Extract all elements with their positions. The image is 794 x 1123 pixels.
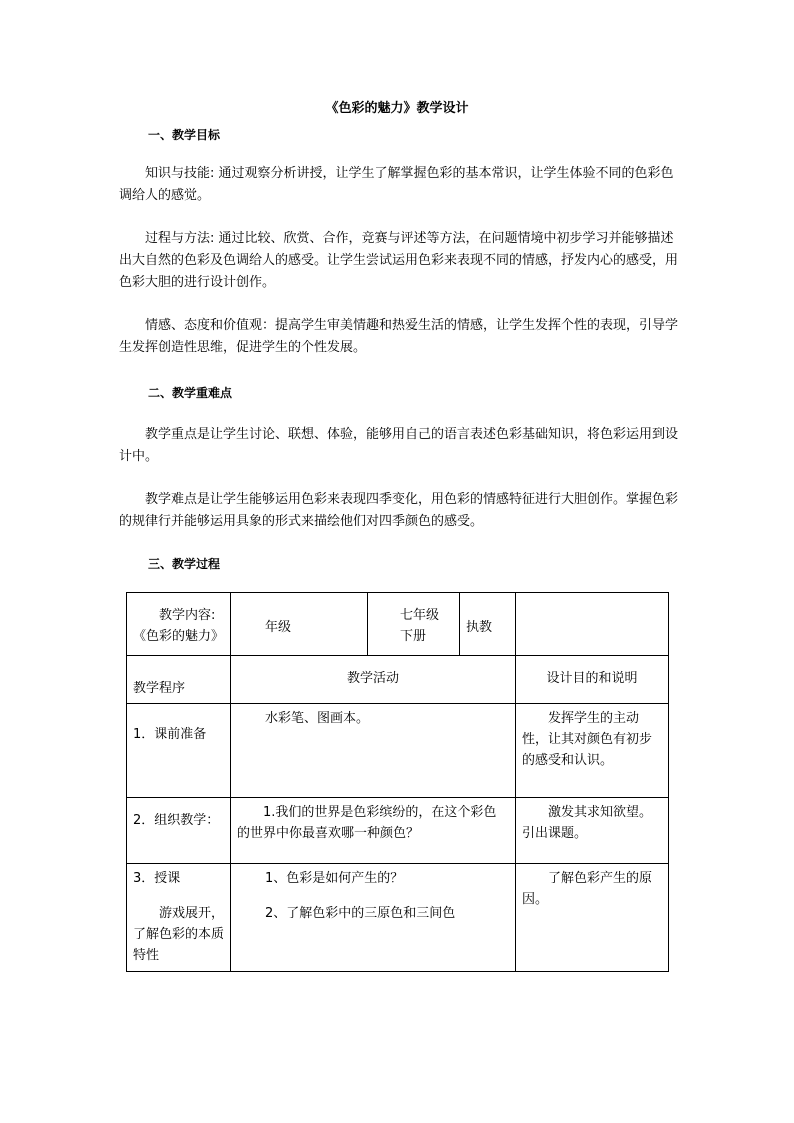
activity-text-2: 2、了解色彩中的三原色和三间色 <box>265 906 456 921</box>
objective-process <box>119 228 679 294</box>
purpose-cell <box>516 704 669 798</box>
objective-emotion <box>119 315 679 359</box>
purpose-text: 发挥学生的主动性，让其对颜色有初步的感受和认识。 <box>522 711 653 768</box>
activity-cell <box>231 704 516 798</box>
heading-key-points: 二、教学重难点 <box>148 386 233 400</box>
objective-process-text: 过程与方法: 通过比较、欣赏、合作，竞赛与评述等方法，在问题情境中初步学习并能够描述出大自然的色彩及色调给人的感受。让学生尝试运用色彩来表现不同的情感，抒发内心的感受，用色彩大胆的进行设计创作。 <box>119 231 679 290</box>
grade-value-2: 下册 <box>400 629 427 644</box>
objective-emotion-text: 情感、态度和价值观：提高学生审美情趣和热爱生活的情感，让学生发挥个性的表现，引导学生发挥创造性思维，促进学生的个性发展。 <box>119 318 679 355</box>
step-cell <box>127 864 231 972</box>
content-label: 教学内容: <box>159 608 216 623</box>
purpose-text: 激发其求知欲望。引出课题。 <box>522 805 653 841</box>
teacher-value <box>516 593 668 601</box>
step-label: 2．组织教学： <box>133 813 220 828</box>
purpose-cell <box>516 798 669 864</box>
key-point-text: 教学重点是让学生讨论、联想、体验，能够用自己的语言表述色彩基础知识，将色彩运用到设计中。 <box>119 427 679 464</box>
step-cell <box>127 798 231 864</box>
key-point <box>119 424 679 468</box>
objective-knowledge <box>119 163 679 207</box>
grade-label: 年级 <box>265 620 292 635</box>
activity-text: 水彩笔、图画本。 <box>265 711 370 726</box>
activity-header: 教学活动 <box>346 671 399 686</box>
content-value: 《色彩的魅力》 <box>133 629 225 644</box>
activity-text: 1.我们的世界是色彩缤纷的，在这个彩色的世界中你最喜欢哪一种颜色？ <box>237 805 497 841</box>
activity-cell <box>231 864 516 972</box>
table-row <box>127 704 669 798</box>
table-row <box>127 864 669 972</box>
procedure-header: 教学程序 <box>133 681 186 696</box>
difficult-point <box>119 489 679 533</box>
document-title: 《色彩的魅力》教学设计 <box>325 101 469 116</box>
purpose-header: 设计目的和说明 <box>546 671 638 686</box>
content-cell <box>127 593 231 656</box>
teacher-label-cell <box>460 593 516 656</box>
activity-header-cell <box>231 656 516 704</box>
grade-value-cell <box>368 593 460 656</box>
procedure-header-cell <box>127 656 231 704</box>
difficult-point-text: 教学难点是让学生能够运用色彩来表现四季变化，用色彩的情感特征进行大胆创作。掌握色彩的规律行并能够运用具象的形式来描绘他们对四季颜色的感受。 <box>119 492 679 529</box>
heading-teaching-process: 三、教学过程 <box>148 557 221 571</box>
step-label: 1．课前准备 <box>133 727 207 742</box>
grade-label-cell <box>231 593 368 656</box>
grade-value-1: 七年级 <box>400 608 440 623</box>
heading-teaching-objectives: 一、教学目标 <box>148 128 221 142</box>
step-cell <box>127 704 231 798</box>
teacher-value-cell <box>516 593 669 656</box>
teacher-label: 执教 <box>466 620 493 635</box>
objective-knowledge-text: 知识与技能: 通过观察分析讲授，让学生了解掌握色彩的基本常识，让学生体验不同的色彩色调给人的感觉。 <box>119 166 674 203</box>
purpose-header-cell <box>516 656 669 704</box>
step-label: 3．授课 <box>133 871 181 886</box>
step-sub-label: 游戏展开，了解色彩的本质特性 <box>133 906 225 963</box>
purpose-cell <box>516 864 669 972</box>
table-column-header-row <box>127 656 669 704</box>
activity-cell <box>231 798 516 864</box>
table-header-row <box>127 593 669 656</box>
activity-text: 1、色彩是如何产生的？ <box>265 871 404 886</box>
lesson-plan-table <box>126 592 669 972</box>
purpose-text: 了解色彩产生的原因。 <box>522 871 653 907</box>
table-row <box>127 798 669 864</box>
